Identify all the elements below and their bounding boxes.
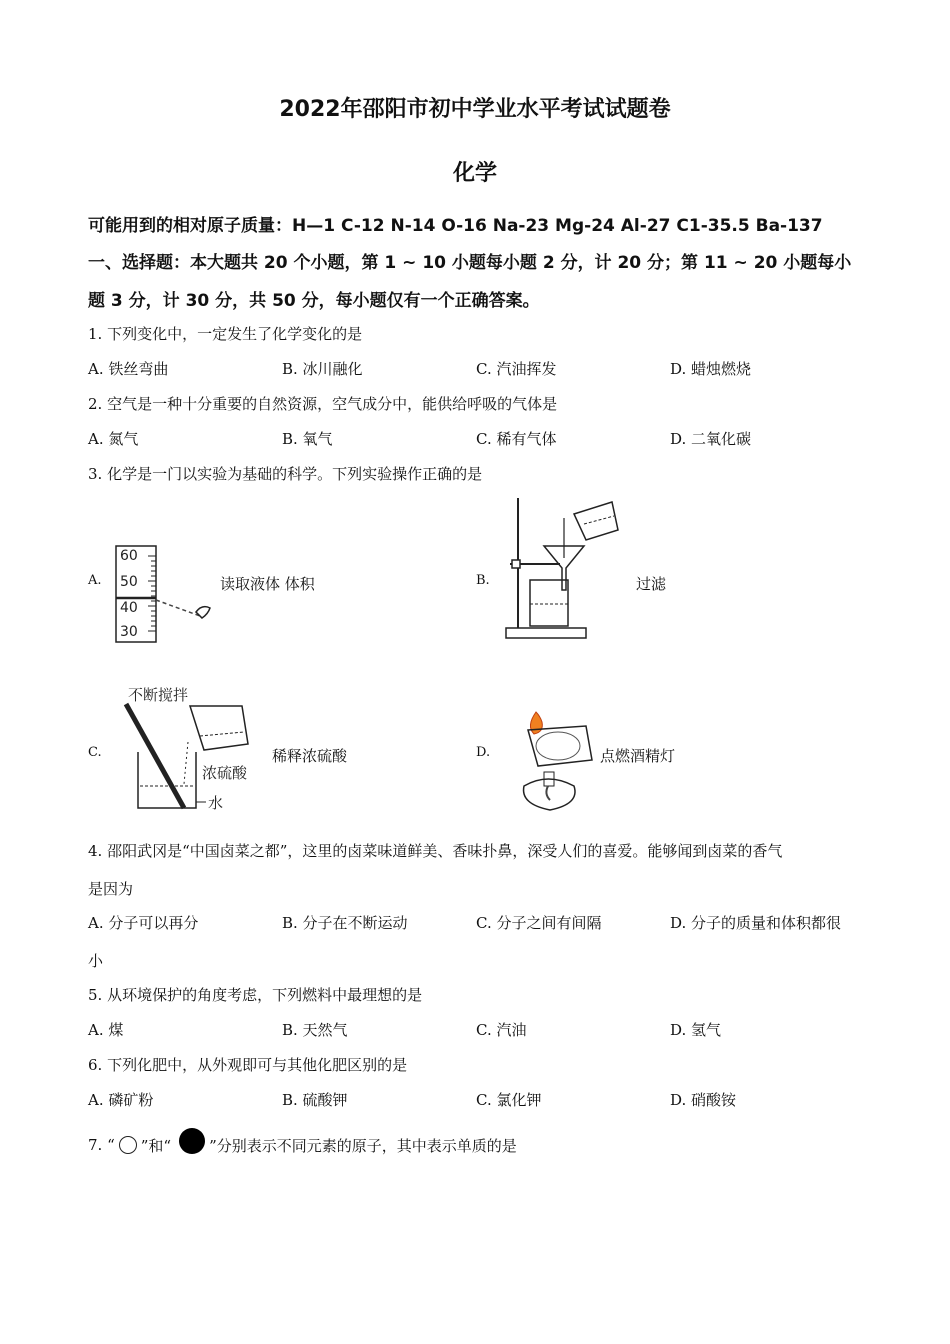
q6-option-b: B. 硫酸钾	[282, 1091, 348, 1109]
q3-option-d-label: 点燃酒精灯	[600, 747, 676, 765]
q3-option-b-letter: B.	[476, 573, 490, 588]
q3-option-d-letter: D.	[476, 745, 491, 760]
dilute-sulfuric-acid-figure	[104, 684, 264, 814]
alcohol-lamp-figure	[498, 706, 598, 814]
q1-option-b: B. 冰川融化	[282, 360, 363, 378]
cylinder-tick-30: 30	[120, 624, 138, 640]
q5-option-a: A. 煤	[88, 1021, 124, 1039]
q4-option-d-wrap: 小	[88, 952, 104, 970]
q6-option-d: D. 硝酸铵	[670, 1091, 737, 1109]
cylinder-tick-50: 50	[120, 574, 138, 590]
q2-stem: 2. 空气是一种十分重要的自然资源，空气成分中，能供给呼吸的气体是	[88, 395, 558, 413]
q1-option-d: D. 蜡烛燃烧	[670, 360, 752, 378]
section-heading-line2: 题 3 分，计 30 分，共 50 分，每小题仅有一个正确答案。	[88, 291, 540, 311]
q6-stem: 6. 下列化肥中，从外观即可与其他化肥区别的是	[88, 1056, 408, 1074]
q3-option-b-label: 过滤	[636, 575, 667, 593]
q3-option-a-label: 读取液体 体积	[220, 575, 315, 593]
subject-title: 化学	[452, 161, 497, 186]
section-heading-line1: 一、选择题：本大题共 20 个小题，第 1 ~ 10 小题每小题 2 分，计 20 分；第 11 ~ 20 小题每小	[88, 253, 852, 273]
acid-label: 浓硫酸	[202, 764, 248, 782]
q5-option-d: D. 氢气	[670, 1021, 722, 1039]
q2-option-c: C. 稀有气体	[476, 430, 557, 448]
q4-option-a: A. 分子可以再分	[88, 914, 199, 932]
exam-title: 2022年邵阳市初中学业水平考试试题卷	[279, 97, 671, 122]
q2-option-d: D. 二氧化碳	[670, 430, 752, 448]
q7-stem-part1: 7. “	[88, 1136, 115, 1154]
q4-option-c: C. 分子之间有间隔	[476, 914, 602, 932]
q4-option-d: D. 分子的质量和体积都很	[670, 914, 842, 932]
stir-label: 不断搅拌	[128, 686, 189, 704]
graduated-cylinder-figure	[108, 542, 220, 646]
q1-option-a: A. 铁丝弯曲	[88, 360, 169, 378]
q7-stem-part2: ”和“	[140, 1136, 172, 1155]
q5-option-b: B. 天然气	[282, 1021, 348, 1039]
q3-option-a-letter: A.	[88, 573, 102, 588]
q3-option-c-letter: C.	[88, 745, 102, 760]
cylinder-tick-60: 60	[120, 548, 138, 564]
q1-stem: 1. 下列变化中，一定发生了化学变化的是	[88, 325, 363, 343]
q7-stem-part3: ”分别表示不同元素的原子，其中表示单质的是	[209, 1136, 517, 1155]
q6-option-c: C. 氯化钾	[476, 1091, 542, 1109]
q4-stem-line1: 4. 邵阳武冈是“中国卤菜之都”，这里的卤菜味道鲜美、香味扑鼻，深受人们的喜爱。能够闻到卤菜的香气	[88, 842, 783, 860]
cylinder-tick-40: 40	[120, 600, 138, 616]
q4-option-b: B. 分子在不断运动	[282, 914, 408, 932]
q2-option-a: A. 氮气	[88, 430, 139, 448]
q3-option-c-label: 稀释浓硫酸	[272, 747, 348, 765]
q5-stem: 5. 从环境保护的角度考虑，下列燃料中最理想的是	[88, 986, 423, 1004]
filtration-apparatus-figure	[500, 494, 630, 644]
q2-option-b: B. 氧气	[282, 430, 333, 448]
water-label: 水	[208, 794, 224, 812]
q7-stem	[88, 1128, 517, 1162]
q1-option-c: C. 汽油挥发	[476, 360, 557, 378]
q3-stem: 3. 化学是一门以实验为基础的科学。下列实验操作正确的是	[88, 465, 483, 483]
q6-option-a: A. 磷矿粉	[88, 1091, 154, 1109]
atomic-masses: 可能用到的相对原子质量：H—1 C-12 N-14 O-16 Na-23 Mg-24 Al-27 C1-35.5 Ba-137	[88, 216, 823, 236]
hollow-atom-icon	[119, 1136, 137, 1154]
q4-stem-line2: 是因为	[88, 880, 134, 898]
q5-option-c: C. 汽油	[476, 1021, 527, 1039]
solid-atom-icon	[179, 1128, 205, 1154]
